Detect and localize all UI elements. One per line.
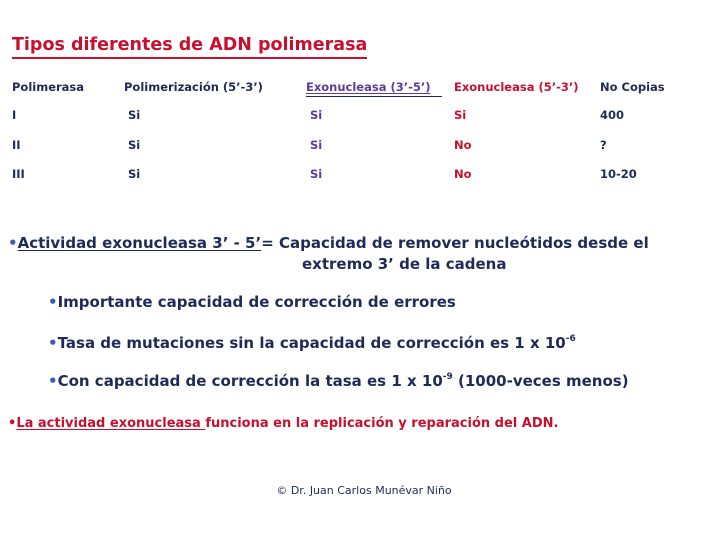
table-cell: No	[454, 138, 472, 152]
replication-bullet	[8, 415, 558, 433]
table-cell: No	[454, 167, 472, 181]
exponent: -6	[565, 334, 576, 344]
bullet-marker: •	[48, 372, 58, 390]
table-cell: ?	[600, 138, 607, 152]
sub-bullet-correction	[48, 292, 456, 312]
table-cell: Si	[310, 108, 323, 122]
table-cell: II	[12, 138, 21, 152]
table-cell: III	[12, 167, 25, 181]
bullet-marker: •	[48, 334, 58, 352]
bullet-marker: •	[8, 416, 17, 431]
table-cell: Si	[454, 108, 467, 122]
bullet-marker: •	[8, 234, 18, 252]
table-cell: 10-20	[600, 167, 637, 181]
replication-term: La actividad exonucleasa	[16, 416, 206, 431]
header-divider	[306, 96, 442, 97]
table-header-exonucleasa-3-5: Exonucleasa (3’-5’)	[306, 80, 431, 94]
table-header-polimerizacion: Polimerización (5’-3’)	[124, 80, 263, 94]
table-cell: Si	[310, 167, 323, 181]
sub-bullet-text: Con capacidad de corrección la tasa es 1 x 10	[57, 372, 443, 390]
sub-bullet-corrected-rate	[48, 371, 629, 391]
table-cell: 400	[600, 108, 625, 122]
table-cell: Si	[128, 108, 141, 122]
exonuclease-definition: = Capacidad de remover nucleótidos desde el	[261, 234, 649, 252]
exonuclease-bullet	[8, 233, 649, 253]
sub-bullet-tail: (1000-veces menos)	[452, 372, 629, 390]
table-cell: Si	[128, 167, 141, 181]
sub-bullet-text: Importante capacidad de corrección de errores	[57, 293, 456, 311]
table-cell: Si	[128, 138, 141, 152]
sub-bullet-text: Tasa de mutaciones sin la capacidad de corrección es 1 x 10	[57, 334, 566, 352]
copyright-footer: © Dr. Juan Carlos Munévar Niño	[276, 484, 452, 497]
table-header-polimerasa: Polimerasa	[12, 80, 85, 94]
table-header-exonucleasa-5-3: Exonucleasa (5’-3’)	[454, 80, 579, 94]
exonuclease-term: Actividad exonucleasa 3’ - 5’	[17, 234, 262, 252]
exponent: -9	[442, 372, 453, 382]
table-header-no-copias: No Copias	[600, 80, 665, 94]
table-cell: I	[12, 108, 17, 122]
table-cell: Si	[310, 138, 323, 152]
replication-text: funciona en la replicación y reparación del ADN.	[205, 416, 559, 431]
slide-title: Tipos diferentes de ADN polimerasa	[12, 34, 367, 59]
sub-bullet-mutation-rate	[48, 333, 576, 353]
bullet-marker: •	[48, 293, 58, 311]
exonuclease-definition-cont: extremo 3’ de la cadena	[302, 255, 507, 273]
